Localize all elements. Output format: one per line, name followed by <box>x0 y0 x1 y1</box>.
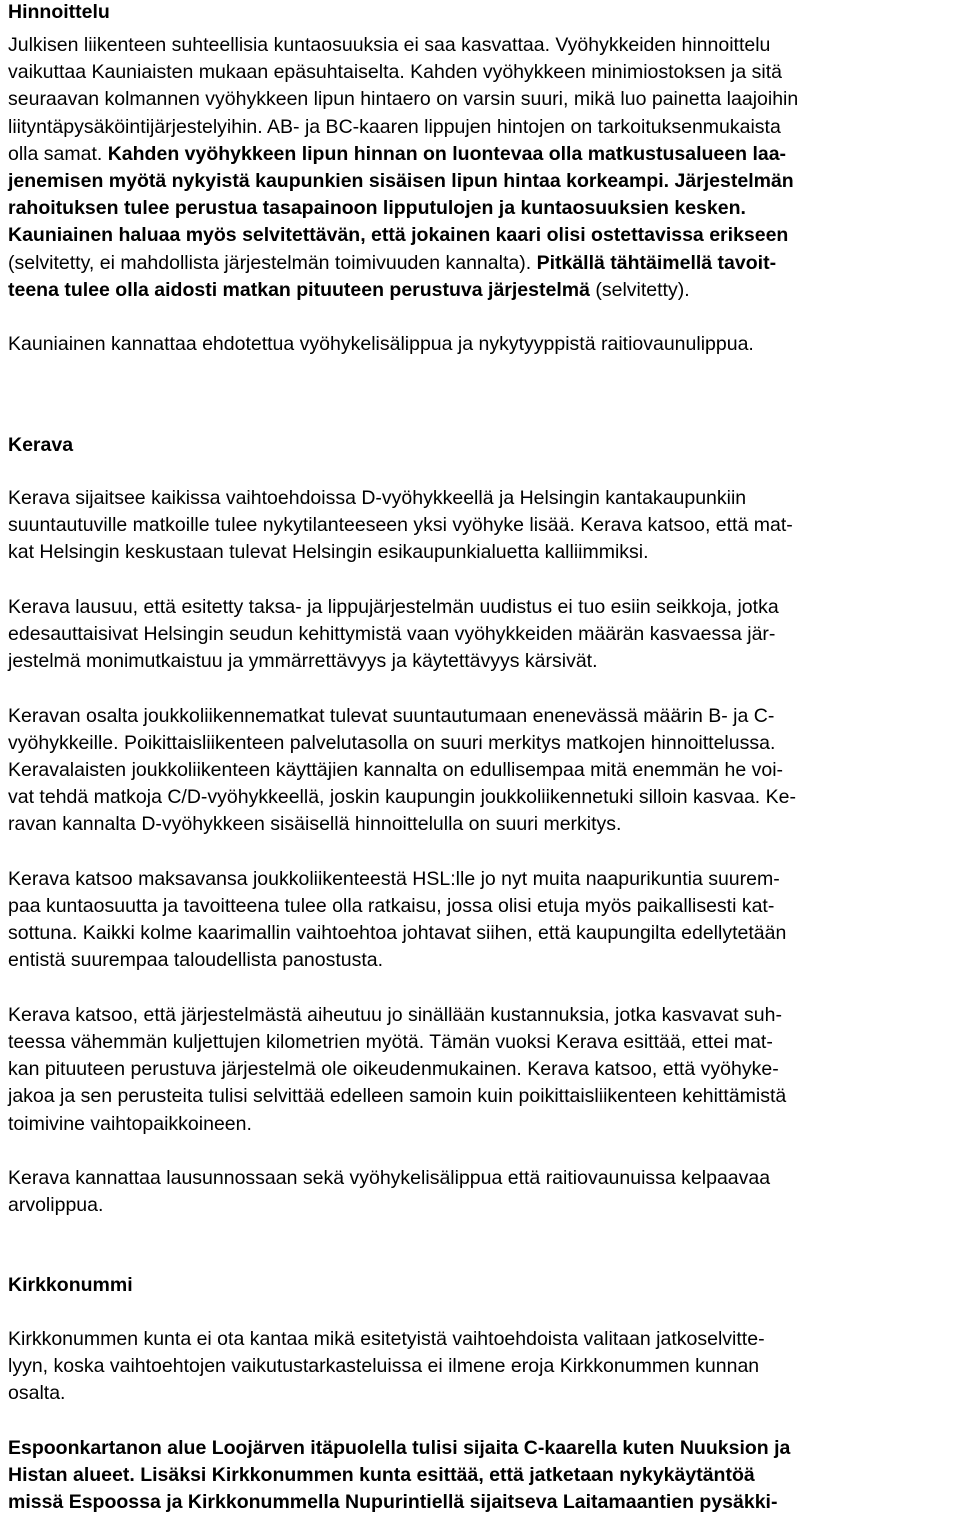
bold-text-run: Histan alueet. Lisäksi Kirkkonummen kunta esittää, että jatketaan nykykäytäntöä <box>8 1464 755 1486</box>
text-line <box>8 1030 773 1054</box>
text-line <box>8 867 780 891</box>
text-line <box>8 1193 103 1217</box>
text-run: teessa vähemmän kuljettujen kilometrien myötä. Tämän vuoksi Kerava esittää, ettei mat- <box>8 1031 773 1053</box>
bold-text-run: Pitkällä tähtäimellä tavoit- <box>536 251 777 274</box>
text-run: suuntautuville matkoille tulee nykytilanteeseen yksi vyöhyke lisää. Kerava katsoo, että mat- <box>8 514 793 537</box>
text-run: olla samat. <box>8 142 108 165</box>
text-line <box>8 196 746 220</box>
text-line <box>8 1166 770 1190</box>
text-line <box>8 622 775 646</box>
text-line <box>8 894 774 918</box>
text-line <box>8 731 775 755</box>
section-heading: Kirkkonummi <box>8 1274 133 1296</box>
text-line <box>8 785 796 809</box>
text-line <box>8 1084 786 1108</box>
section-heading: Kerava <box>8 434 74 456</box>
section-heading: Hinnoittelu <box>8 1 110 23</box>
text-line <box>8 486 746 510</box>
text-run: Kerava katsoo maksavansa joukkoliikenteestä HSL:lle jo nyt muita naapurikuntia suurem- <box>8 867 780 890</box>
text-run: (selvitetty). <box>589 278 690 301</box>
text-line <box>8 87 798 111</box>
text-line <box>8 115 781 139</box>
text-line <box>8 60 782 84</box>
text-run: Julkisen liikenteen suhteellisia kuntaosuuksia ei saa kasvattaa. Vyöhykkeiden hinnoittelu <box>8 34 771 56</box>
text-line <box>8 1490 777 1514</box>
bold-text-run: missä Espoossa ja Kirkkonummella Nupurintiellä sijaitseva Laitamaantien pysäkki- <box>8 1491 778 1514</box>
text-line <box>8 169 794 193</box>
text-line <box>8 33 770 57</box>
text-run: entistä suurempaa taloudellista panostusta. <box>8 949 384 972</box>
text-line <box>8 1381 65 1405</box>
text-line <box>8 278 690 302</box>
text-run: vyöhykkeille. Poikittaisliikenteen palvelutasolla on suuri merkitys matkojen hinnoittelussa. <box>8 731 776 754</box>
text-line <box>8 1003 782 1027</box>
text-line <box>8 595 779 619</box>
text-run: paa kuntaosuutta ja tavoitteena tulee olla ratkaisu, jossa olisi etuja myös paikallisesti kat- <box>8 895 775 917</box>
text-run: Kerava lausuu, että esitetty taksa- ja lippujärjestelmän uudistus ei tuo esiin seikkoja, jotka <box>8 595 779 618</box>
text-run: jestelmä monimutkaistuu ja ymmärrettävyys ja käytettävyys kärsivät. <box>8 650 598 673</box>
bold-text-run: Kahden vyöhykkeen lipun hinnan on luontevaa olla matkustusalueen laa- <box>107 142 787 165</box>
text-line <box>8 251 776 275</box>
text-line <box>8 704 774 728</box>
text-run: Kirkkonummen kunta ei ota kantaa mikä esitetyistä vaihtoehdoista valitaan jatkoselvitte- <box>8 1328 765 1350</box>
bold-text-run: Kauniainen haluaa myös selvitettävän, että jokainen kaari olisi ostettavissa erikseen <box>8 224 789 247</box>
text-run: Kerava katsoo, että järjestelmästä aiheutuu jo sinällään kustannuksia, jotka kasvavat suh- <box>8 1003 782 1026</box>
text-run: seuraavan kolmannen vyöhykkeen lipun hintaero on varsin suuri, mikä luo painetta laajoihin <box>8 88 799 111</box>
text-run: ravan kannalta D-vyöhykkeen sisäisellä hinnoittelulla on suuri merkitys. <box>8 813 622 836</box>
text-run: lyyn, koska vaihtoehtojen vaikutustarkasteluissa ei ilmene eroja Kirkkonummen kunnan <box>8 1355 760 1378</box>
text-line <box>8 513 793 537</box>
bold-text-run: rahoituksen tulee perustua tasapainoon lipputulojen ja kuntaosuuksien kesken. <box>8 197 746 220</box>
text-run: kat Helsingin keskustaan tulevat Helsingin esikaupunkialuetta kalliimmiksi. <box>8 541 649 564</box>
text-line <box>8 223 788 247</box>
text-line <box>8 649 598 673</box>
text-run: Keravalaisten joukkoliikenteen käyttäjien kannalta on edullisempaa mitä enemmän he voi- <box>8 759 784 781</box>
text-line <box>8 1057 779 1081</box>
text-line <box>8 142 786 166</box>
bold-text-run: Espoonkartanon alue Loojärven itäpuolella tulisi sijaita C-kaarella kuten Nuuksion ja <box>8 1436 791 1459</box>
text-line <box>8 540 649 564</box>
text-line <box>8 921 786 945</box>
text-run: Kauniainen kannattaa ehdotettua vyöhykelisälippua ja nykytyyppistä raitiovaunulippua. <box>8 333 754 356</box>
text-run: edesauttaisivat Helsingin seudun kehittymistä vaan vyöhykkeiden määrän kasvaessa jär- <box>8 623 776 645</box>
text-run: liityntäpysäköintijärjestelyihin. AB- ja BC-kaaren lippujen hintojen on tarkoituksenmukaista <box>8 115 781 138</box>
text-run: Kerava sijaitsee kaikissa vaihtoehdoissa D-vyöhykkeellä ja Helsingin kantakaupunkiin <box>8 487 747 509</box>
text-run: jakoa ja sen perusteita tulisi selvittää edelleen samoin kuin poikittaisliikenteen kehittämistä <box>8 1085 787 1108</box>
text-line <box>8 1112 252 1136</box>
bold-text-run: jenemisen myötä nykyistä kaupunkien sisäisen lipun hintaa korkeampi. Järjestelmän <box>8 170 794 192</box>
text-line <box>8 332 754 356</box>
text-line <box>8 812 621 836</box>
text-line <box>8 1436 790 1460</box>
text-run: Kerava kannattaa lausunnossaan sekä vyöhykelisälippua että raitiovaunuissa kelpaavaa <box>8 1167 771 1189</box>
text-run: arvolippua. <box>8 1194 104 1217</box>
text-run: vat tehdä matkoja C/D-vyöhykkeellä, joskin kaupungin joukkoliikennetuki silloin kasvaa. Ke- <box>8 786 796 809</box>
text-run: Keravan osalta joukkoliikennematkat tulevat suuntautumaan enenevässä määrin B- ja C- <box>8 704 775 727</box>
text-line <box>8 1327 765 1351</box>
text-run: sottuna. Kaikki kolme kaarimallin vaihtoehtoa johtavat siihen, että kaupungilta edellytetään <box>8 922 787 945</box>
text-run: toimivine vaihtopaikkoineen. <box>8 1112 252 1135</box>
text-run: (selvitetty, ei mahdollista järjestelmän toimivuuden kannalta). <box>8 251 537 274</box>
text-line <box>8 1354 759 1378</box>
text-run: vaikuttaa Kauniaisten mukaan epäsuhtaiselta. Kahden vyöhykkeen minimiostoksen ja sitä <box>8 61 782 84</box>
text-line <box>8 1463 755 1487</box>
text-run: osalta. <box>8 1382 66 1405</box>
bold-text-run: teena tulee olla aidosti matkan pituuteen perustuva järjestelmä <box>8 278 590 301</box>
text-run: kan pituuteen perustuva järjestelmä ole oikeudenmukainen. Kerava katsoo, että vyöhyke- <box>8 1058 779 1081</box>
text-line <box>8 948 383 972</box>
text-line <box>8 758 783 782</box>
